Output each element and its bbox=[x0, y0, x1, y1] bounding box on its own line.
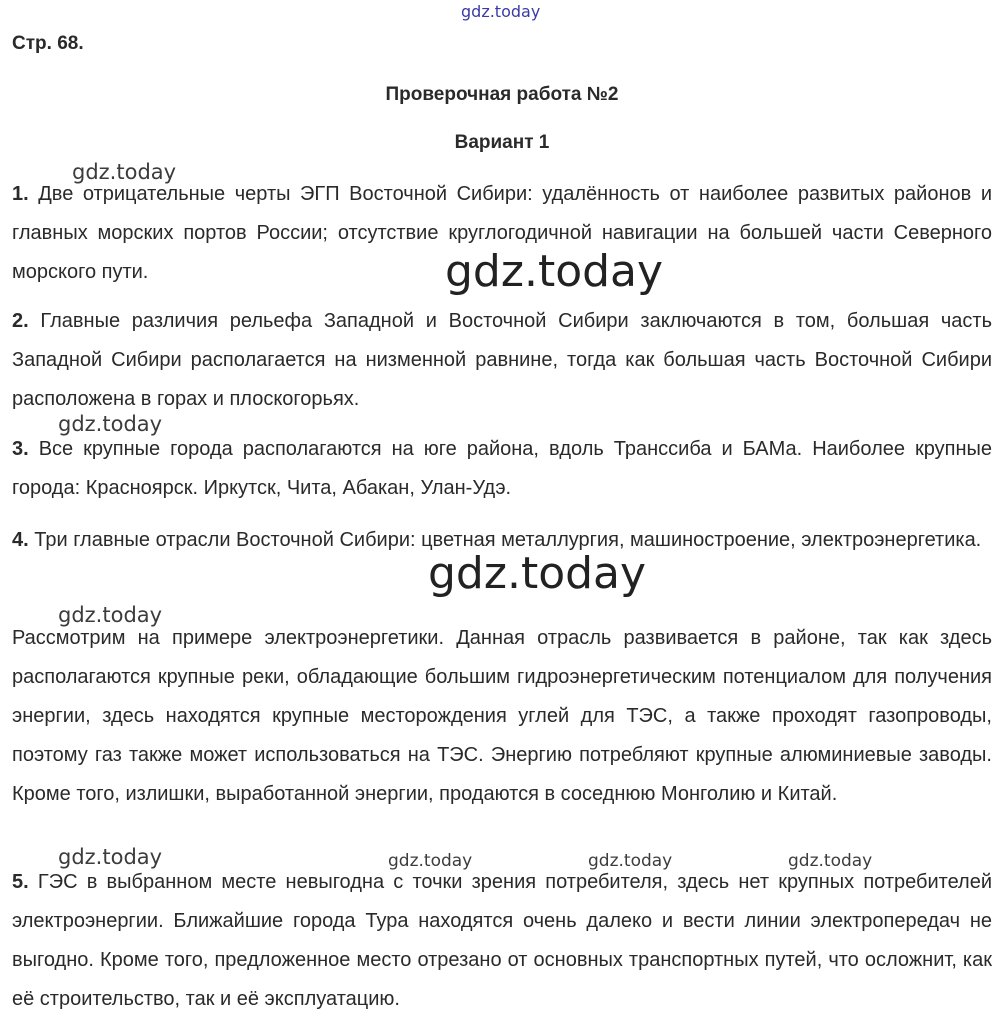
answer-text: Главные различия рельефа Западной и Восточной Сибири заключаются в том, большая часть Западной Сибири располагается на низменной равнине, тогда как большая часть Восточной Сибири расположена в горах и плоскогорьях. bbox=[12, 310, 992, 410]
watermark: gdz.today bbox=[428, 548, 647, 599]
answer-number: 4. bbox=[12, 529, 29, 551]
answer-number: 1. bbox=[12, 183, 29, 205]
answer-text: Все крупные города располагаются на юге района, вдоль Транссиба и БАМа. Наиболее крупные города: Красноярск. Иркутск, Чита, Абакан, Улан-Удэ. bbox=[12, 438, 993, 499]
answer-4-example bbox=[12, 619, 992, 814]
watermark: gdz.today bbox=[72, 160, 177, 184]
watermark: gdz.today bbox=[445, 246, 664, 297]
answer-number: 5. bbox=[12, 871, 29, 893]
watermark: gdz.today bbox=[788, 851, 873, 871]
page-reference: Стр. 68. bbox=[12, 33, 84, 54]
watermark-top: gdz.today bbox=[461, 2, 541, 21]
answer-number: 3. bbox=[12, 438, 29, 460]
answer-text: Рассмотрим на примере электроэнергетики. Данная отрасль развивается в районе, так как здесь располагаются крупные реки, обладающие большим гидроэнергетическим потенциалом для получения энергии, здесь находятся крупные месторождения углей для ТЭС, а также проходят газопроводы, поэтому газ также может использоваться на ТЭС. Энергию потребляют крупные алюминиевые заводы. Кроме того, излишки, выработанной энергии, продаются в соседнюю Монголию и Китай. bbox=[12, 627, 992, 805]
answer-text: Две отрицательные черты ЭГП Восточной Сибири: удалённость от наиболее развитых районов и главных морских портов России; отсутствие круглогодичной навигации на большей части Северного морского пути. bbox=[12, 183, 992, 283]
variant-title: Вариант 1 bbox=[454, 132, 550, 153]
answer-3 bbox=[12, 430, 992, 508]
answer-2 bbox=[12, 302, 992, 419]
watermark: gdz.today bbox=[588, 851, 673, 871]
answer-5 bbox=[12, 863, 992, 1019]
watermark: gdz.today bbox=[58, 412, 163, 436]
watermark: gdz.today bbox=[58, 603, 163, 627]
answer-text: Три главные отрасли Восточной Сибири: цветная металлургия, машиностроение, электроэнергетика. bbox=[34, 529, 982, 551]
answer-text: ГЭС в выбранном месте невыгодна с точки зрения потребителя, здесь нет крупных потребителей электроэнергии. Ближайшие города Тура находятся очень далеко и вести линии электропередач не выгодно. Кроме того, предложенное место отрезано от основных транспортных путей, что осложнит, как её строительство, так и её эксплуатацию. bbox=[12, 871, 992, 1010]
watermark: gdz.today bbox=[388, 851, 473, 871]
page-title: Проверочная работа №2 bbox=[385, 84, 619, 105]
answer-number: 2. bbox=[12, 310, 29, 332]
watermark: gdz.today bbox=[58, 845, 163, 869]
